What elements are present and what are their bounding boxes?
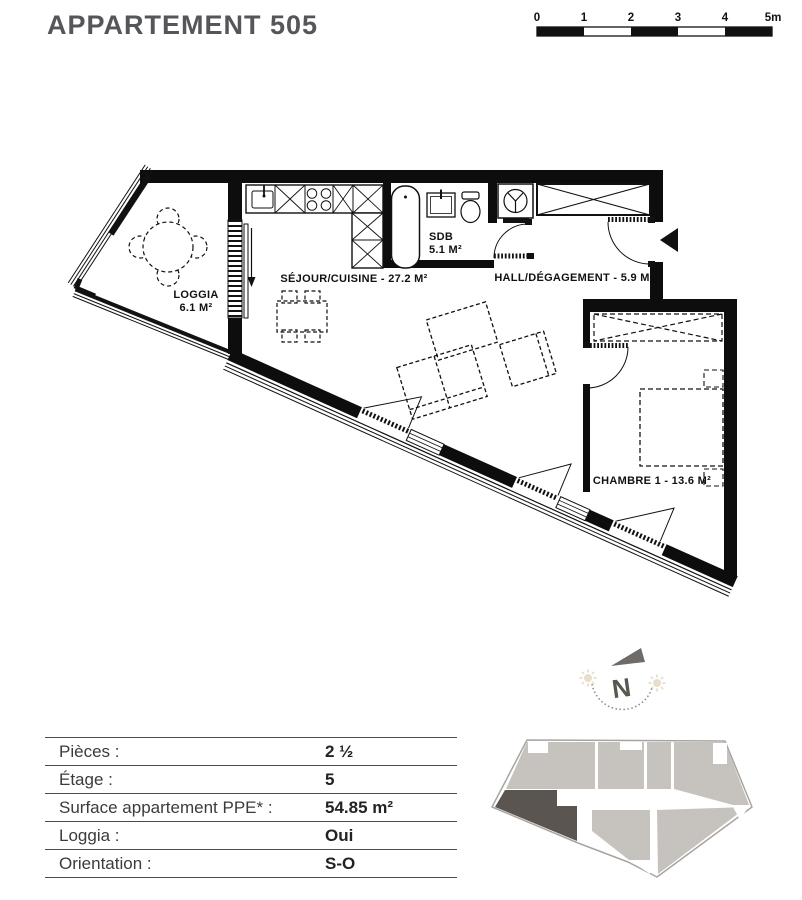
scale-tick-3: 3 — [674, 12, 682, 24]
floor-plan — [68, 165, 752, 596]
window-wall — [223, 316, 752, 596]
bedroom-door — [583, 342, 628, 390]
compass — [580, 648, 666, 709]
sofa-icon — [397, 345, 487, 419]
info-value: Oui — [325, 825, 354, 845]
nightstand-icon — [704, 370, 723, 387]
scale-tick-2: 2 — [627, 12, 635, 24]
info-row-loggia — [45, 821, 457, 849]
french-door-swings — [364, 375, 675, 541]
info-row-pieces — [45, 737, 457, 765]
room-area-sdb: 5.1 M² — [429, 244, 462, 256]
scale-tick-4: 4 — [721, 12, 729, 24]
info-value: 2 ½ — [325, 741, 354, 761]
hall-wardrobe — [537, 184, 650, 215]
apartment-info-table — [45, 737, 457, 878]
room-label-chambre: CHAMBRE 1 - 13.6 M² — [592, 475, 712, 487]
info-label: Loggia : — [59, 825, 120, 845]
toilet-icon — [461, 192, 480, 223]
info-label: Surface appartement PPE* : — [59, 797, 273, 817]
dining-table-icon — [277, 291, 327, 342]
scale-tick-1: 1 — [580, 12, 588, 24]
info-label: Pièces : — [59, 741, 120, 761]
scale-tick-0: 0 — [533, 12, 541, 24]
page-title: APPARTEMENT 505 — [47, 10, 319, 40]
bathroom-door — [494, 219, 534, 259]
washing-machine-icon — [498, 184, 533, 223]
bedroom-wardrobe — [594, 314, 722, 341]
armchair-icon — [500, 331, 557, 387]
room-area-loggia: 6.1 M² — [179, 302, 213, 314]
site-plan — [492, 740, 752, 877]
room-label-sdb: SDB — [429, 231, 454, 243]
north-arrow-icon — [611, 648, 645, 666]
entrance-arrow-icon — [660, 228, 678, 252]
info-row-etage — [45, 765, 457, 793]
compass-north-label: N — [610, 671, 633, 705]
info-value: 5 — [325, 769, 335, 789]
entrance-door — [608, 217, 678, 267]
slide-direction-arrow-icon — [248, 277, 256, 287]
loggia-table-icon — [129, 208, 207, 286]
loggia-sliding-door — [228, 220, 256, 318]
bed-icon — [640, 389, 723, 466]
room-label-hall: HALL/DÉGAGEMENT - 5.9 M² — [494, 272, 654, 284]
room-label-sejour: SÉJOUR/CUISINE - 27.2 M² — [280, 273, 428, 285]
info-row-surface — [45, 793, 457, 821]
info-value: S-O — [325, 853, 356, 873]
info-value: 54.85 m² — [325, 797, 394, 817]
scale-tick-5: 5m — [764, 12, 782, 24]
room-label-loggia: LOGGIA — [173, 289, 219, 301]
info-label: Étage : — [59, 769, 113, 789]
coffee-table-icon — [426, 302, 498, 360]
scale-bar — [534, 12, 782, 36]
washbasin-icon — [427, 190, 455, 218]
info-row-orientation — [45, 849, 457, 877]
kitchen-counter — [246, 185, 383, 268]
info-label: Orientation : — [59, 853, 152, 873]
